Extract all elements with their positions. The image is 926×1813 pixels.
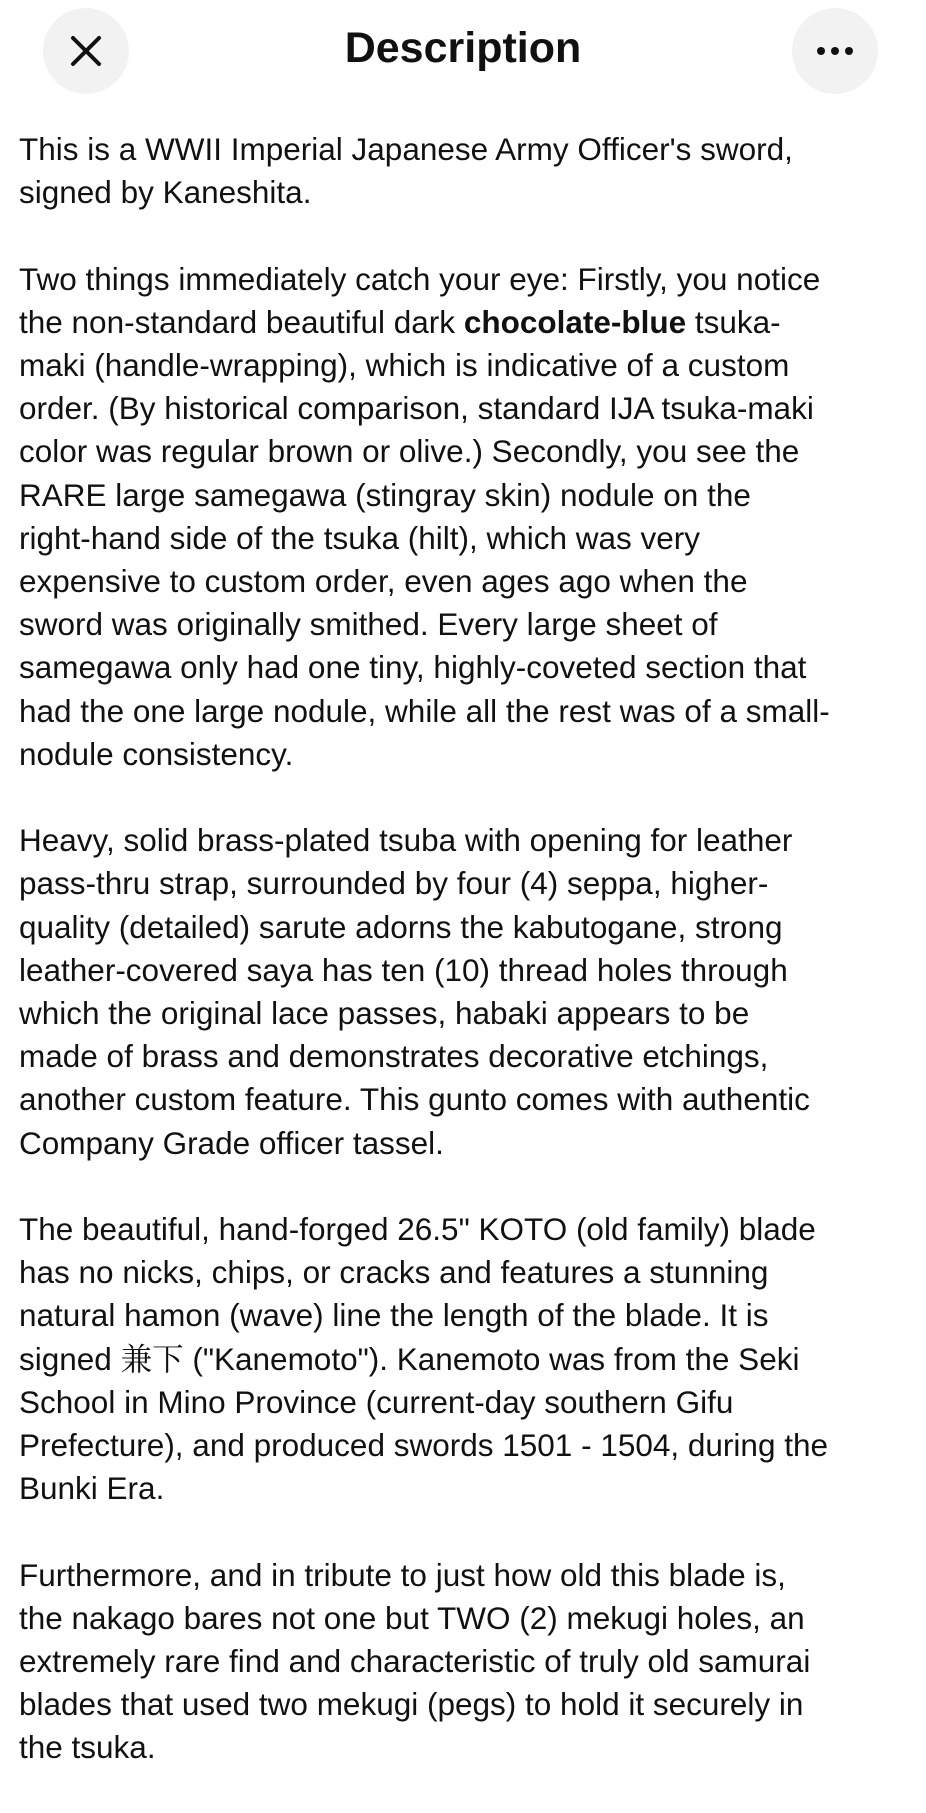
description-paragraph-5: Furthermore, and in tribute to just how old this blade is, the nakago bares not one but TWO (2) mekugi holes, an extremely rare find and characteristic of truly old samurai blades that used two mekugi (pegs) to hold it securely in the tsuka. bbox=[19, 1556, 811, 1766]
description-paragraph-1: This is a WWII Imperial Japanese Army Officer's sword, signed by Kaneshita. bbox=[19, 131, 793, 211]
paragraph-text: tsuka- maki (handle-wrapping), which is indicative of a custom order. (By historical comparison, standard IJA tsuka-maki color was regular brown or olive.) Secondly, you see the RARE large samegawa (stingray skin) nodule on the right-hand side of the tsuka (hilt), which was very expensive to custom order, even ages ago when the sword was originally smithed. Every large sheet of samegawa only had one tiny, highly-coveted section that had the one large nodule, while all the rest was of a small- nodule consistency. bbox=[19, 303, 830, 772]
description-header bbox=[0, 0, 926, 100]
description-body bbox=[19, 128, 909, 1813]
description-paragraph-2 bbox=[19, 258, 909, 776]
description-paragraph-3: Heavy, solid brass-plated tsuba with opening for leather pass-thru strap, surrounded by four (4) seppa, higher- quality (detailed) sarute adorns the kabutogane, strong leather-covered saya has ten (10) thread holes through which the original lace passes, habaki appears to be made of brass and demonstrates decorative etchings, another custom feature. This gunto comes with authentic Company Grade officer tassel. bbox=[19, 822, 810, 1161]
description-paragraph-4: The beautiful, hand-forged 26.5" KOTO (old family) blade has no nicks, chips, or cracks and features a stunning natural hamon (wave) line the length of the blade. It is signed 兼下 ("Kanemoto"). Kanemoto was from the Seki School in Mino Province (current-day southern Gifu Prefecture), and produced swords 1501 - 1504, during the Bunki Era. bbox=[19, 1211, 829, 1507]
page-title: Description bbox=[344, 24, 582, 72]
highlighted-color-text: chocolate-blue bbox=[463, 303, 687, 340]
more-horizontal-icon bbox=[815, 45, 855, 57]
paragraph-text: Two things immediately catch your eye: Firstly, you notice the non-standard beautiful dark bbox=[19, 260, 821, 340]
more-options-button[interactable] bbox=[792, 8, 878, 94]
